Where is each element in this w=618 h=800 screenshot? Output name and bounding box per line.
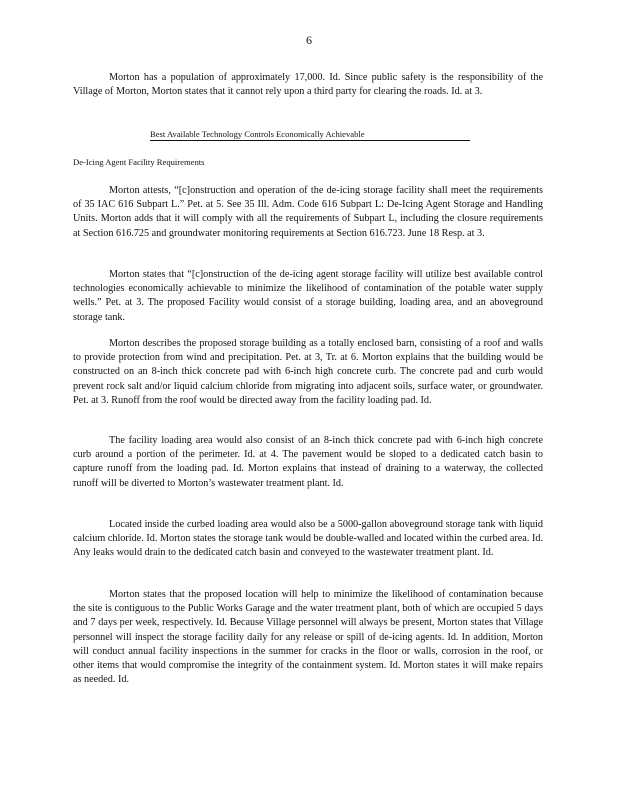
paragraph-storage-tank: Located inside the curbed loading area would also be a 5000-gallon aboveground storage tank with liquid calcium chloride. Id. Morton states the storage tank would be double-walled and located within the curbed area. Id. Any leaks would drain to the dedicated catch basin and conveyed to the wastewater treatment plant. Id. (73, 519, 543, 559)
paragraph-storage-building: Morton describes the proposed storage building as a totally enclosed barn, consisting of a roof and walls to provide protection from wind and precipitation. Pet. at 3, Tr. at 6. Morton explains that the building would be constructed on an 8-inch thick concrete pad with 6-inch high concrete curb. The concrete pad and curb would prevent rock salt and/or liquid calcium chloride from migrating into adjacent soils, surface water, or groundwater. Pet. at 3. Runoff from the roof would be directed away from the facility loading pad. Id. (73, 338, 543, 406)
sub-heading: De-Icing Agent Facility Requirements (73, 157, 205, 167)
paragraph-location: Morton states that the proposed location will help to minimize the likelihood of contamination because the site is contiguous to the Public Works Garage and the water treatment plant, both of which are occupied 5 days and 7 days per week, respectively. Id. Because Village personnel will always be present, Morton states that Village personnel will inspect the storage facility daily for any release or spill of de-icing agents. Id. In addition, Morton will conduct annual facility inspections in the summer for cracks in the floor or walls, corrosion in the roof, or other items that would compromise the integrity of the containment system. Id. Morton states it will make repairs as needed. Id. (73, 589, 543, 686)
page-number: 6 (306, 33, 312, 47)
section-heading: Best Available Technology Controls Economically Achievable (150, 129, 470, 141)
paragraph-loading-area: The facility loading area would also consist of an 8-inch thick concrete pad with 6-inch high concrete curb around a portion of the perimeter. Id. at 4. The pavement would be sloped to a dedicated catch basin to capture runoff from the loading pad. Id. Morton explains that instead of draining to a waterway, the collected runoff will be diverted to Morton’s wastewater treatment plant. Id. (73, 435, 543, 489)
paragraph-technologies: Morton states that “[c]onstruction of the de-icing agent storage facility will utilize best available control technologies economically achievable to minimize the likelihood of contamination of the potable water supply wells.” Pet. at 3. The proposed Facility would consist of a storage building, loading area, and an aboveground storage tank. (73, 269, 543, 323)
paragraph-attests: Morton attests, “[c]onstruction and operation of the de-icing storage facility shall meet the requirements of 35 IAC 616 Subpart L.” Pet. at 5. See 35 Ill. Adm. Code 616 Subpart L: De-Icing Agent Storage and Handling Units. Morton adds that it will comply with all the requirements of Subpart L, including the closure requirements at Section 616.725 and groundwater monitoring requirements at Section 616.723. June 18 Resp. at 3. (73, 185, 543, 239)
paragraph-population: Morton has a population of approximately 17,000. Id. Since public safety is the responsibility of the Village of Morton, Morton states that it cannot rely upon a third party for clearing the roads. Id. at 3. (73, 72, 543, 98)
